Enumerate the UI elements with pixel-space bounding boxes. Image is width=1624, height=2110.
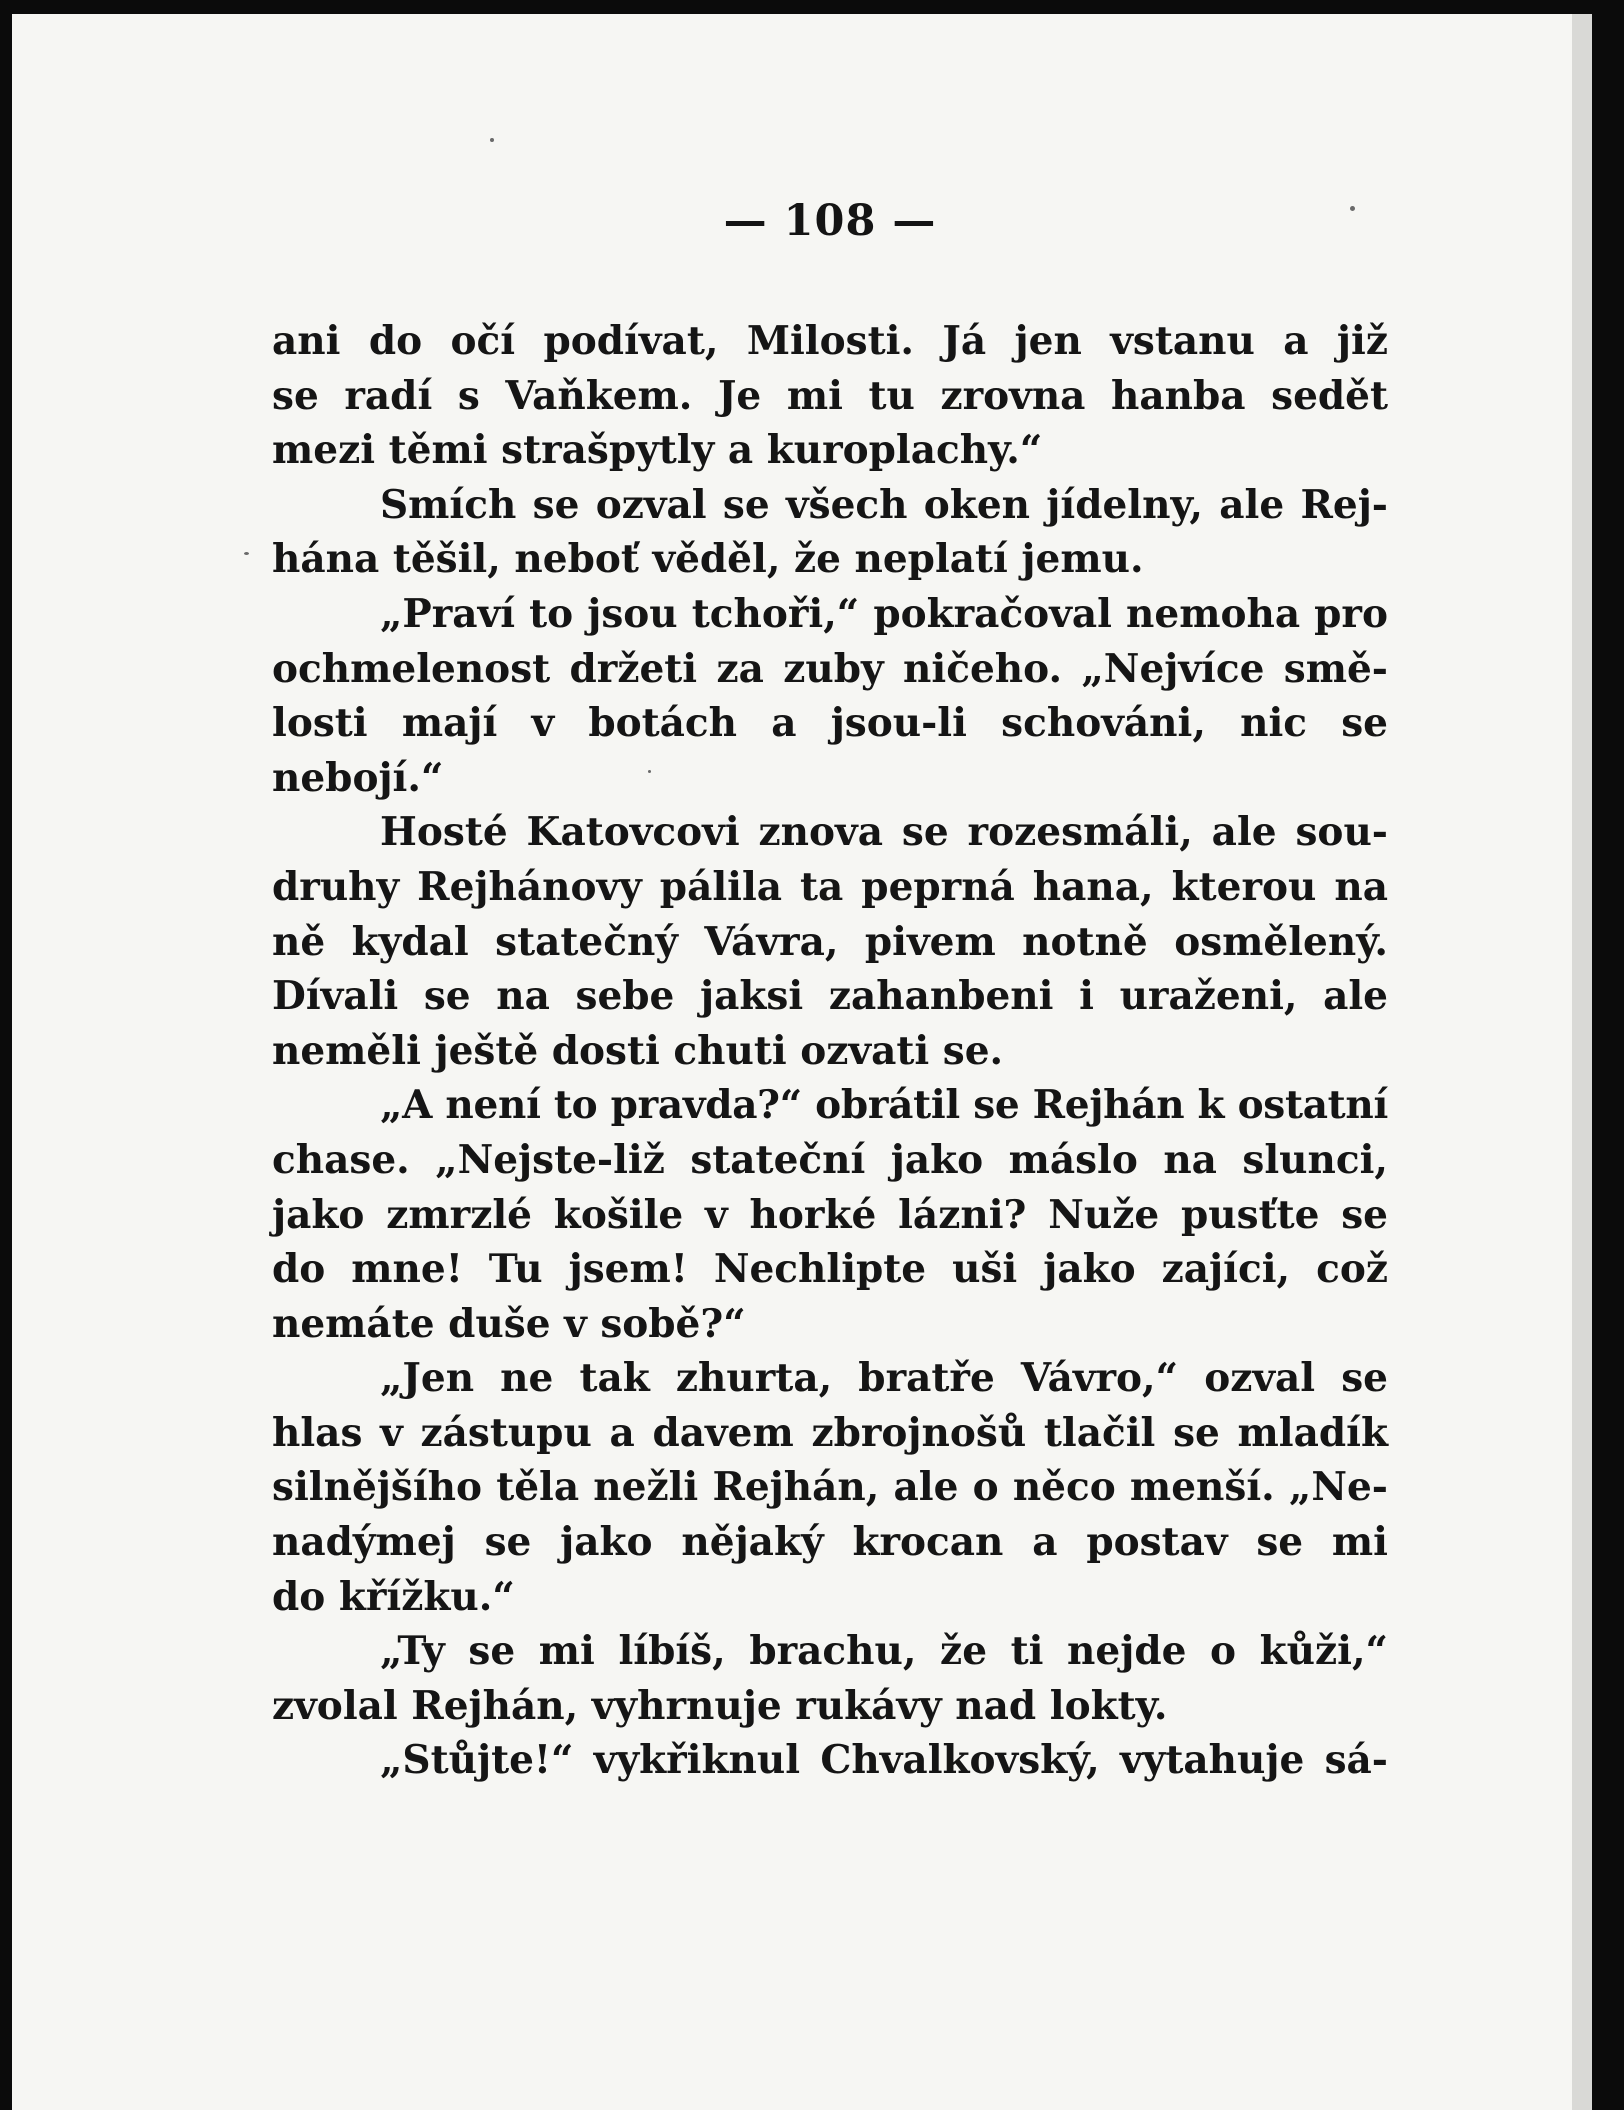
text-line: Hosté Katovcovi znova se rozesmáli, ale sou- <box>380 809 1388 856</box>
page-number: — 108 — <box>723 196 937 246</box>
text-line: do mne! Tu jsem! Nechlipte uši jako zajíci, což <box>272 1246 1388 1293</box>
text-line: nebojí.“ <box>272 754 444 801</box>
dust-speck <box>490 138 494 142</box>
text-line: hána těšil, neboť věděl, že neplatí jemu. <box>272 536 1144 583</box>
text-line: se radí s Vaňkem. Je mi tu zrovna hanba sedět <box>272 372 1388 419</box>
text-line: ani do očí podívat, Milosti. Já jen vstanu a již <box>272 318 1388 364</box>
text-line: silnějšího těla nežli Rejhán, ale o něco menší. „Ne- <box>272 1464 1388 1511</box>
text-line: „Jen ne tak zhurta, bratře Vávro,“ ozval se <box>380 1355 1388 1402</box>
body-text <box>272 314 1388 1788</box>
text-line: „Praví to jsou tchoři,“ pokračoval nemoha pro <box>380 590 1388 637</box>
text-line: druhy Rejhánovy pálila ta peprná hana, kterou na <box>272 863 1388 910</box>
adjacent-page-edge <box>1572 14 1592 2110</box>
text-line: jako zmrzlé košile v horké lázni? Nuže pusťte se <box>272 1191 1388 1238</box>
text-line: „Ty se mi líbíš, brachu, že ti nejde o kůži,“ <box>380 1628 1388 1675</box>
text-line: hlas v zástupu a davem zbrojnošů tlačil se mladík <box>272 1409 1388 1456</box>
text-line: ně kydal statečný Vávra, pivem notně osmělený. <box>272 918 1388 965</box>
text-line: „Stůjte!“ vykřiknul Chvalkovský, vytahuje sá- <box>380 1737 1388 1784</box>
text-line: Dívali se na sebe jaksi zahanbeni i uraženi, ale <box>272 973 1388 1020</box>
text-line: zvolal Rejhán, vyhrnuje rukávy nad lokty. <box>272 1682 1168 1729</box>
text-line: nemáte duše v sobě?“ <box>272 1300 746 1347</box>
dust-speck <box>244 552 249 555</box>
text-line: neměli ještě dosti chuti ozvati se. <box>272 1027 1004 1074</box>
text-line: losti mají v botách a jsou-li schováni, nic se <box>272 700 1388 747</box>
text-line: ochmelenost držeti za zuby ničeho. „Nejvíce smě- <box>272 645 1388 692</box>
text-line: Smích se ozval se všech oken jídelny, ale Rej- <box>380 481 1388 528</box>
text-line: do křížku.“ <box>272 1573 515 1620</box>
text-line: chase. „Nejste-liž stateční jako máslo na slunci, <box>272 1136 1388 1183</box>
text-line: nadýmej se jako nějaký krocan a postav se mi <box>272 1519 1388 1566</box>
text-line: „A není to pravda?“ obrátil se Rejhán k ostatní <box>380 1082 1388 1129</box>
scan-border <box>1592 0 1624 2110</box>
text-line: mezi těmi strašpytly a kuroplachy.“ <box>272 427 1043 474</box>
